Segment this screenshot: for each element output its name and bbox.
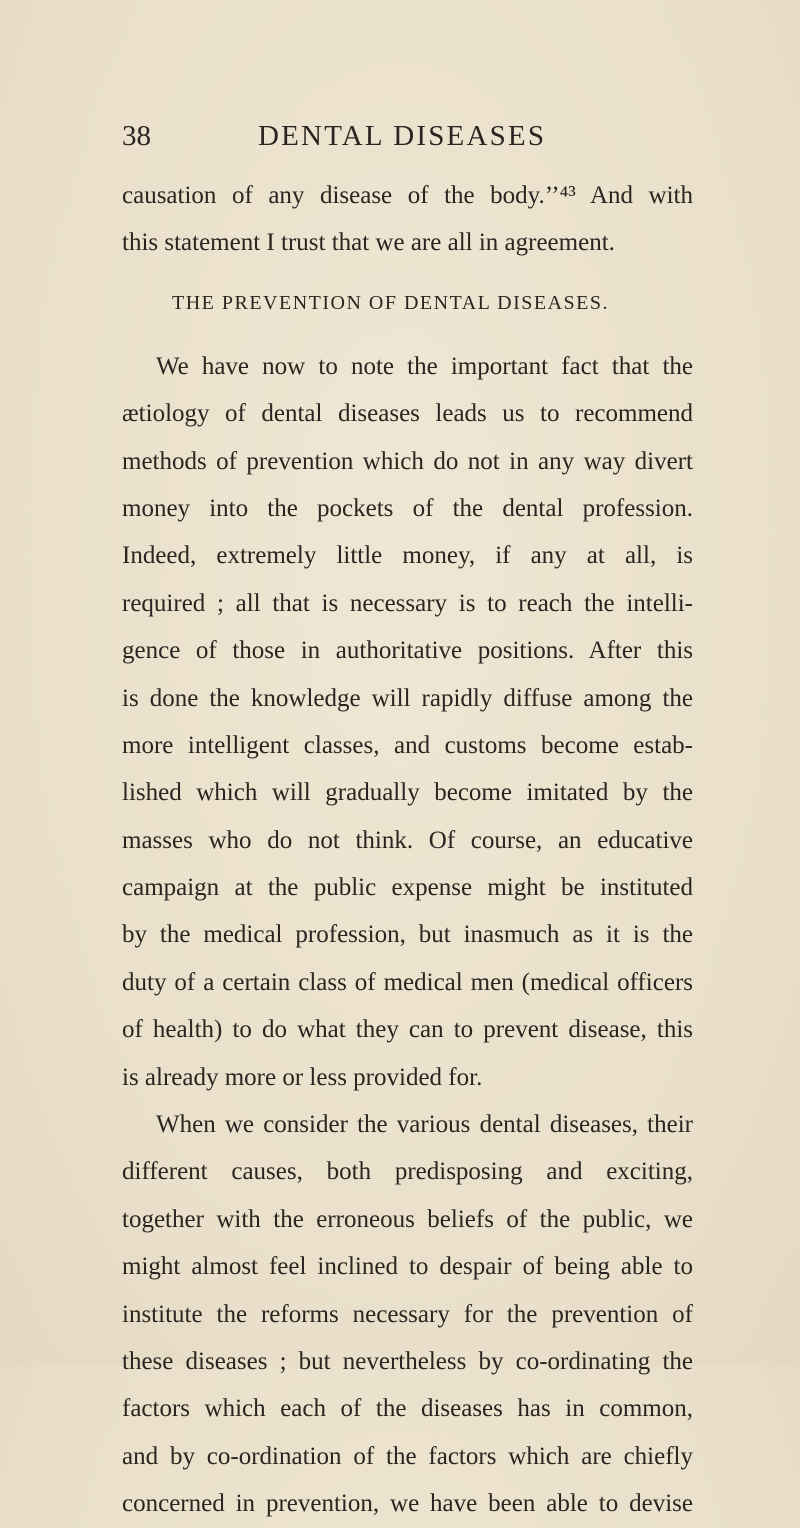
text-line: institute the reforms necessary for the prevention of bbox=[122, 1300, 693, 1328]
text-line: We have now to note the important fact that the bbox=[156, 352, 693, 380]
text-line: Indeed, extremely little money, if any at all, is bbox=[122, 542, 693, 570]
text-line: required ; all that is necessary is to reach the intelli- bbox=[122, 589, 693, 617]
text-line: duty of a certain class of medical men (medical officers bbox=[122, 968, 693, 996]
text-line: factors which each of the diseases has in common, bbox=[122, 1395, 693, 1423]
section-heading: THE PREVENTION OF DENTAL DISEASES. bbox=[172, 291, 609, 314]
text-line: masses who do not think. Of course, an educative bbox=[122, 826, 693, 854]
text-line: of health) to do what they can to prevent disease, this bbox=[122, 1016, 693, 1044]
text-line: is done the knowledge will rapidly diffuse among the bbox=[122, 684, 693, 712]
text-line: causation of any disease of the body.’’⁴³ And with bbox=[122, 182, 693, 209]
text-line: more intelligent classes, and customs become estab- bbox=[122, 731, 693, 759]
text-line: these diseases ; but nevertheless by co-ordinating the bbox=[122, 1347, 693, 1375]
text-line: ætiology of dental diseases leads us to recommend bbox=[122, 400, 693, 428]
page-number: 38 bbox=[122, 120, 151, 152]
text-line: campaign at the public expense might be instituted bbox=[122, 874, 693, 902]
text-line: might almost feel inclined to despair of being able to bbox=[122, 1253, 693, 1281]
text-line: this statement I trust that we are all in agreement. bbox=[122, 229, 615, 257]
running-head bbox=[122, 116, 722, 156]
text-line: money into the pockets of the dental profession. bbox=[122, 494, 693, 522]
text-line: and by co-ordination of the factors which are chiefly bbox=[122, 1442, 693, 1470]
text-line: different causes, both predisposing and exciting, bbox=[122, 1158, 693, 1186]
running-title: DENTAL DISEASES bbox=[258, 120, 547, 152]
text-line: concerned in prevention, we have been able to devise bbox=[122, 1490, 693, 1518]
body-text bbox=[122, 172, 693, 1528]
text-line: When we consider the various dental diseases, their bbox=[156, 1111, 693, 1139]
text-line: together with the erroneous beliefs of the public, we bbox=[122, 1205, 693, 1233]
text-line: is already more or less provided for. bbox=[122, 1063, 483, 1091]
text-line: lished which will gradually become imitated by the bbox=[122, 779, 693, 807]
text-line: methods of prevention which do not in any way divert bbox=[122, 447, 693, 475]
text-line: by the medical profession, but inasmuch as it is the bbox=[122, 921, 693, 949]
text-line: gence of those in authoritative positions. After this bbox=[122, 637, 693, 665]
